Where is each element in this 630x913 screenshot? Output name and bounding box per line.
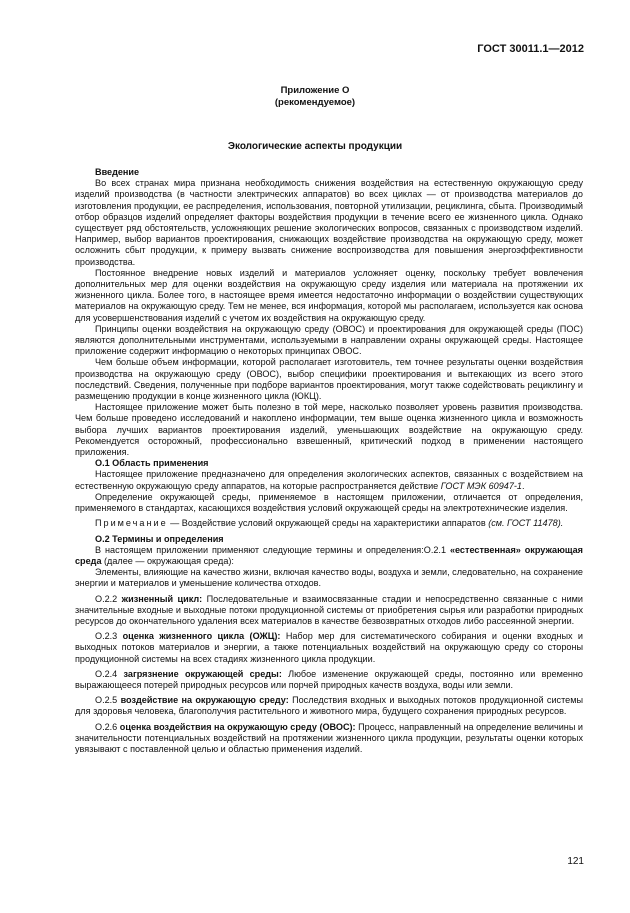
note-reference: (см. ГОСТ 11478). bbox=[488, 518, 564, 529]
intro-paragraph-2: Постоянное внедрение новых изделий и материалов усложняет оценку, поскольку требует вовлечения дополнительных мер для оценки воздействия на окружающую среду изделия или материала на протяжении их жизненного цикла. Более того, в настоящее время имеется недостаточно информации о воздействии существующих материалов на окружающую среду. Тем не менее, вся информация, которой мы располагаем, используется как основа для усовершенствования изделий с учетом их воздействия на окружающую среду. bbox=[75, 267, 583, 323]
term-name: жизненный цикл: bbox=[121, 593, 203, 604]
term-number: О.2.6 bbox=[95, 721, 120, 732]
term-definition: Набор мер для систематического собирания и оценки входных и выходных потоков материалов и энергии, а также потенциальных воздействий на окружающую среду со стороны продукционной системы на всех стадиях жизненного цикла продукции. bbox=[75, 631, 583, 664]
intro-paragraph-1: Во всех странах мира признана необходимость снижения воздействия на естественную окружающую среду изделий производства (в частности электрических аппаратов) во всех циклах — от производства материалов до изготовления продукции, ее распределения, использования, повторной утилизации, рециклинга, сбыта. Производимый отбор образцов изделий определяет факторы воздействия продукции в течение всего ее жизненного цикла. Однако существует ряд обстоятельств, усложняющих решение экологических вопросов, связанных с производством изделий. Например, выбор вариантов проектирования, снижающих воздействие производства на окружающую среду, может осложнить сбыт продукции, к примеру вызвать снижение воспроизводства для повышения энергоэффективности производства. bbox=[75, 178, 583, 267]
term-name: загрязнение окружающей среды: bbox=[123, 668, 282, 679]
scope-note bbox=[75, 518, 583, 529]
scope-p1-end: . bbox=[521, 480, 525, 491]
term-2-1 bbox=[75, 545, 583, 567]
term-number: О.2.1 bbox=[423, 544, 450, 555]
term-name: воздействие на окружающую среду: bbox=[120, 695, 289, 706]
intro-heading: Введение bbox=[95, 167, 140, 177]
scope-heading: О.1 Область применения bbox=[95, 458, 209, 469]
term-number: О.2.4 bbox=[95, 668, 124, 679]
intro-paragraph-5: Настоящее приложение может быть полезно в той мере, насколько позволяет уровень развития производства. Чем больше проведено исследований и накоплено информации, тем выше оценка жизненного цикла и возможность выбора лучших вариантов проектирования изделий, уменьшающих воздействие на окружающую среду. Рекомендуется осторожный, профессионально взвешенный, критический подход в применении настоящего приложения. bbox=[75, 402, 583, 458]
standard-number-header: ГОСТ 30011.1—2012 bbox=[477, 43, 584, 55]
term-2-3 bbox=[75, 631, 583, 665]
page-number: 121 bbox=[567, 856, 584, 867]
term-2-4 bbox=[75, 669, 583, 691]
document-body bbox=[75, 167, 583, 755]
note-label: Примечание bbox=[95, 518, 168, 529]
term-definition: (далее — окружающая среда): bbox=[101, 555, 234, 566]
appendix-heading bbox=[0, 85, 630, 108]
term-definition: Последовательные и взаимосвязанные стадии и непосредственно связанные с ними значительные входные и выходные потоки продукционной системы от приобретения сырья или разработки природных ресурсов до окончательного удаления всех материалов в качестве безвозвратных отходов либо рассеянной энергии. bbox=[75, 593, 583, 626]
intro-paragraph-4: Чем больше объем информации, которой располагает изготовитель, тем точнее результаты оценки воздействия производства на окружающую среду (ОВОС), выбор специфики проектирования и вытекающих из всего этого последствий. Сведения, полученные при подборе вариантов проектирования, могут также содействовать рециклингу и размещению продукции в конце жизненного цикла (ЮКЦ). bbox=[75, 357, 583, 402]
scope-paragraph-1 bbox=[75, 469, 583, 491]
term-name: «естественная» окружающая среда bbox=[75, 544, 583, 566]
scope-paragraph-2: Определение окружающей среды, применяемое в настоящем приложении, отличается от определения, применяемого в стандартах, касающихся воздействия условий окружающей среды на электротехнические изделия. bbox=[75, 491, 583, 514]
term-name: оценка воздействия на окружающую среду (ОВОС): bbox=[119, 721, 356, 732]
appendix-title: Приложение О bbox=[280, 85, 350, 96]
intro-paragraph-3: Принципы оценки воздействия на окружающую среду (ОВОС) и проектирования для окружающей среды (ПОС) являются дополнительными инструментами, используемыми в направлении охраны окружающей среды. Настоящее приложение содержит информацию о некоторых принципах ОВОС. bbox=[75, 323, 583, 357]
terms-intro: В настоящем приложении применяют следующие термины и определения: bbox=[95, 544, 424, 555]
scope-p1-reference: ГОСТ МЭК 60947-1 bbox=[440, 480, 522, 491]
term-2-6 bbox=[75, 722, 583, 756]
term-name: оценка жизненного цикла (ОЖЦ): bbox=[122, 631, 281, 642]
term-2-2 bbox=[75, 594, 583, 628]
note-text: — Воздействие условий окружающей среды на характеристики аппаратов bbox=[167, 518, 489, 529]
term-number: О.2.5 bbox=[95, 695, 121, 706]
scope-p1-text: Настоящее приложение предназначено для определения экологических аспектов, связанных с воздействием на естественную окружающую среду аппаратов, на которые распространяется действие bbox=[75, 469, 583, 491]
term-definition: Последствия входных и выходных потоков продукционной системы для здоровья человека, благополучия растительного и животного мира, будущего сохранения природных ресурсов. bbox=[75, 695, 583, 717]
terms-heading: О.2 Термины и определения bbox=[95, 533, 224, 544]
term-number: О.2.2 bbox=[95, 593, 122, 604]
term-2-5 bbox=[75, 695, 583, 717]
appendix-subtitle: (рекомендуемое) bbox=[274, 96, 356, 108]
term-definition: Процесс, направленный на определение величины и значительности потенциальных воздействий на протяжении жизненного цикла продукции, результаты оценки которых увязывают с поставленной целью и областью применения изделий. bbox=[75, 721, 583, 754]
term-2-1-text: Элементы, влияющие на качество жизни, включая качество воды, воздуха и земли, следовательно, на сохранение энергии и материалов и уменьшение количества отходов. bbox=[75, 567, 583, 589]
term-definition: Любое изменение окружающей среды, постоянно или временно выражающееся потерей природных ресурсов или порчей природных качеств воздуха, воды или земли. bbox=[75, 668, 583, 690]
term-number: О.2.3 bbox=[95, 631, 123, 642]
section-title: Экологические аспекты продукции bbox=[227, 141, 403, 152]
